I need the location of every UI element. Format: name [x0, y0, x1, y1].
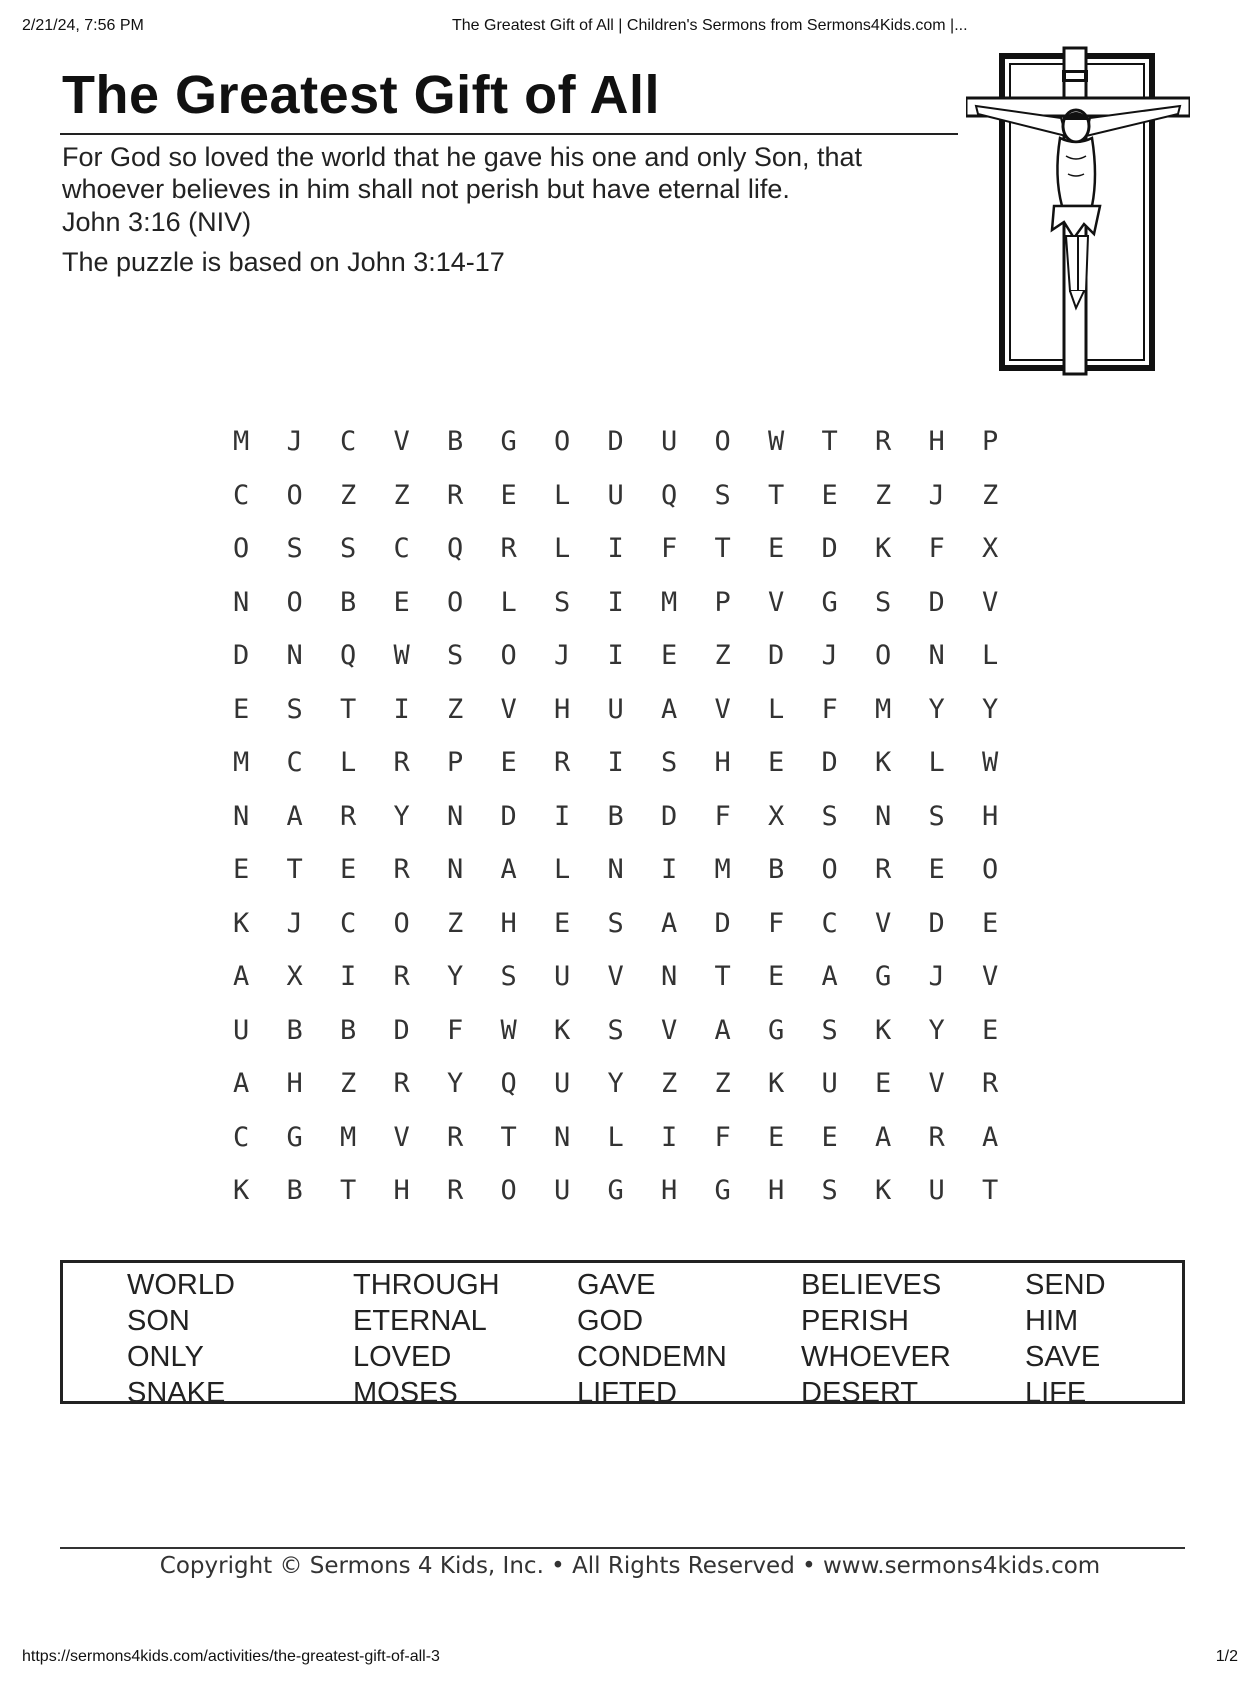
word-search-grid — [233, 428, 1036, 1231]
grid-letter: M — [233, 426, 250, 457]
print-page-title: The Greatest Gift of All | Children's Sermons from Sermons4Kids.com |... — [452, 17, 968, 34]
grid-letter: W — [768, 426, 785, 457]
grid-letter: A — [233, 1068, 250, 1099]
grid-letter: L — [554, 854, 571, 885]
grid-letter: U — [554, 1175, 571, 1206]
grid-letter: K — [875, 747, 892, 778]
grid-letter: C — [233, 1121, 250, 1153]
grid-letter: C — [393, 533, 410, 564]
grid-letter: B — [286, 1014, 303, 1046]
grid-letter: I — [661, 1121, 678, 1153]
word-list-column — [127, 1267, 235, 1411]
grid-letter: W — [393, 640, 410, 671]
grid-letter: M — [714, 854, 731, 885]
grid-letter: E — [768, 961, 785, 992]
grid-letter: A — [661, 693, 678, 725]
grid-letter: R — [928, 1121, 945, 1153]
grid-letter: J — [928, 961, 945, 992]
grid-letter: P — [982, 426, 999, 457]
grid-letter: N — [447, 800, 464, 832]
grid-letter: H — [500, 907, 517, 939]
grid-letter: L — [554, 533, 571, 564]
word-list-item: ETERNAL — [353, 1305, 487, 1337]
grid-letter: A — [714, 1014, 731, 1046]
grid-letter: F — [661, 533, 678, 564]
word-list-column — [1025, 1267, 1106, 1411]
grid-letter: Z — [714, 640, 731, 671]
grid-letter: T — [340, 693, 357, 725]
grid-letter: T — [982, 1175, 999, 1206]
grid-letter: Z — [714, 1068, 731, 1099]
grid-letter: E — [768, 533, 785, 564]
grid-letter: O — [500, 1175, 517, 1206]
grid-letter: E — [661, 640, 678, 671]
grid-letter: O — [286, 479, 303, 511]
grid-letter: D — [821, 747, 838, 778]
word-list-item: GAVE — [577, 1269, 656, 1301]
grid-letter: E — [500, 747, 517, 778]
word-list-item: LOVED — [353, 1341, 452, 1373]
grid-letter: D — [928, 907, 945, 939]
grid-letter: A — [500, 854, 517, 885]
grid-letter: E — [393, 586, 410, 618]
grid-letter: E — [554, 907, 571, 939]
grid-letter: A — [875, 1121, 892, 1153]
grid-letter: S — [607, 907, 624, 939]
grid-letter: S — [447, 640, 464, 671]
word-list-item: SEND — [1025, 1269, 1106, 1301]
grid-letter: R — [982, 1068, 999, 1099]
grid-letter: E — [233, 693, 250, 725]
grid-letter: V — [714, 693, 731, 725]
grid-letter: G — [768, 1014, 785, 1046]
grid-letter: A — [286, 800, 303, 832]
grid-letter: K — [233, 907, 250, 939]
grid-letter: B — [447, 426, 464, 457]
grid-letter: V — [607, 961, 624, 992]
grid-letter: G — [286, 1121, 303, 1153]
grid-letter: V — [500, 693, 517, 725]
grid-letter: V — [393, 426, 410, 457]
crucifix-icon — [966, 46, 1190, 378]
grid-letter: S — [928, 800, 945, 832]
grid-letter: F — [768, 907, 785, 939]
grid-letter: Z — [393, 479, 410, 511]
grid-letter: W — [500, 1014, 517, 1046]
grid-letter: X — [982, 533, 999, 564]
page-number: 1/2 — [1215, 1648, 1238, 1665]
grid-letter: E — [982, 1014, 999, 1046]
grid-letter: N — [661, 961, 678, 992]
grid-letter: I — [661, 854, 678, 885]
grid-letter: Z — [875, 479, 892, 511]
grid-letter: Q — [500, 1068, 517, 1099]
grid-letter: I — [607, 747, 624, 778]
grid-letter: R — [340, 800, 357, 832]
grid-letter: G — [607, 1175, 624, 1206]
scripture-reference: John 3:16 (NIV) — [62, 207, 252, 237]
grid-letter: N — [233, 586, 250, 618]
grid-letter: M — [875, 693, 892, 725]
grid-letter: Z — [340, 479, 357, 511]
grid-letter: K — [233, 1175, 250, 1206]
grid-letter: V — [982, 586, 999, 618]
word-list-item: ONLY — [127, 1341, 204, 1373]
grid-letter: C — [286, 747, 303, 778]
grid-letter: T — [500, 1121, 517, 1153]
grid-letter: J — [286, 426, 303, 457]
grid-letter: O — [393, 907, 410, 939]
grid-letter: H — [554, 693, 571, 725]
grid-letter: Y — [393, 800, 410, 832]
grid-letter: Y — [928, 1014, 945, 1046]
grid-letter: C — [821, 907, 838, 939]
grid-letter: E — [982, 907, 999, 939]
word-list-item: LIFE — [1025, 1377, 1087, 1409]
grid-letter: D — [233, 640, 250, 671]
grid-letter: D — [661, 800, 678, 832]
grid-letter: S — [286, 533, 303, 564]
grid-letter: I — [393, 693, 410, 725]
grid-letter: E — [340, 854, 357, 885]
grid-letter: M — [661, 586, 678, 618]
grid-letter: X — [286, 961, 303, 992]
page-title: The Greatest Gift of All — [62, 65, 661, 125]
grid-letter: C — [340, 426, 357, 457]
grid-letter: Z — [982, 479, 999, 511]
grid-letter: E — [875, 1068, 892, 1099]
grid-letter: D — [393, 1014, 410, 1046]
grid-letter: H — [661, 1175, 678, 1206]
grid-letter: L — [554, 479, 571, 511]
word-list-item: WORLD — [127, 1269, 235, 1301]
grid-letter: R — [393, 1068, 410, 1099]
grid-letter: R — [447, 1175, 464, 1206]
grid-letter: D — [714, 907, 731, 939]
print-url: https://sermons4kids.com/activities/the-greatest-gift-of-all-3 — [22, 1648, 440, 1665]
grid-letter: N — [928, 640, 945, 671]
grid-letter: S — [286, 693, 303, 725]
grid-letter: F — [928, 533, 945, 564]
word-list-item: CONDEMN — [577, 1341, 727, 1373]
grid-letter: E — [821, 479, 838, 511]
scripture-verse: For God so loved the world that he gave his one and only Son, that whoever believes in him shall not perish but have eternal life. — [62, 142, 863, 204]
grid-letter: O — [554, 426, 571, 457]
grid-letter: S — [340, 533, 357, 564]
word-list-item: BELIEVES — [801, 1269, 942, 1301]
grid-letter: I — [607, 640, 624, 671]
word-list-item: PERISH — [801, 1305, 909, 1337]
word-list-item: MOSES — [353, 1377, 458, 1409]
grid-letter: B — [340, 1014, 357, 1046]
grid-letter: O — [447, 586, 464, 618]
grid-letter: F — [821, 693, 838, 725]
word-list-item: SON — [127, 1305, 190, 1337]
grid-letter: R — [393, 747, 410, 778]
grid-letter: H — [928, 426, 945, 457]
grid-letter: U — [821, 1068, 838, 1099]
grid-letter: K — [554, 1014, 571, 1046]
grid-letter: C — [233, 479, 250, 511]
grid-letter: Z — [447, 693, 464, 725]
word-list-item: GOD — [577, 1305, 644, 1337]
grid-letter: Y — [982, 693, 999, 725]
word-list-column — [353, 1267, 500, 1411]
grid-letter: S — [607, 1014, 624, 1046]
grid-letter: N — [286, 640, 303, 671]
grid-letter: R — [875, 854, 892, 885]
grid-letter: V — [928, 1068, 945, 1099]
grid-letter: S — [554, 586, 571, 618]
grid-letter: H — [768, 1175, 785, 1206]
grid-letter: N — [447, 854, 464, 885]
grid-letter: R — [447, 479, 464, 511]
grid-letter: U — [233, 1014, 250, 1046]
grid-letter: P — [714, 586, 731, 618]
grid-letter: Q — [340, 640, 357, 671]
word-list-item: HIM — [1025, 1305, 1079, 1337]
grid-letter: O — [714, 426, 731, 457]
grid-letter: S — [661, 747, 678, 778]
grid-letter: J — [821, 640, 838, 671]
puzzle-basis: The puzzle is based on John 3:14-17 — [62, 247, 505, 277]
grid-letter: I — [607, 586, 624, 618]
grid-letter: Y — [447, 961, 464, 992]
grid-letter: T — [714, 961, 731, 992]
grid-letter: U — [607, 693, 624, 725]
grid-letter: E — [233, 854, 250, 885]
grid-letter: D — [928, 586, 945, 618]
grid-letter: O — [821, 854, 838, 885]
word-list-item: DESERT — [801, 1377, 919, 1409]
grid-letter: T — [714, 533, 731, 564]
grid-letter: T — [340, 1175, 357, 1206]
grid-letter: E — [768, 747, 785, 778]
grid-letter: K — [768, 1068, 785, 1099]
grid-letter: Z — [447, 907, 464, 939]
grid-letter: L — [768, 693, 785, 725]
grid-letter: E — [768, 1121, 785, 1153]
grid-letter: I — [607, 533, 624, 564]
copyright-notice: Copyright © Sermons 4 Kids, Inc. • All Rights Reserved • www.sermons4kids.com — [159, 1553, 1101, 1579]
grid-letter: J — [554, 640, 571, 671]
word-list-column — [801, 1267, 951, 1411]
grid-letter: O — [982, 854, 999, 885]
grid-letter: S — [821, 800, 838, 832]
grid-letter: L — [500, 586, 517, 618]
grid-letter: X — [768, 800, 785, 832]
grid-letter: F — [714, 1121, 731, 1153]
grid-letter: O — [500, 640, 517, 671]
grid-letter: Z — [661, 1068, 678, 1099]
grid-letter: K — [875, 533, 892, 564]
grid-letter: M — [340, 1121, 357, 1153]
grid-letter: D — [500, 800, 517, 832]
grid-letter: F — [714, 800, 731, 832]
grid-letter: U — [661, 426, 678, 457]
grid-letter: A — [233, 961, 250, 992]
grid-letter: R — [500, 533, 517, 564]
grid-letter: N — [607, 854, 624, 885]
grid-letter: O — [233, 533, 250, 564]
grid-letter: V — [768, 586, 785, 618]
grid-letter: R — [447, 1121, 464, 1153]
word-list-column — [577, 1267, 727, 1411]
grid-letter: U — [607, 479, 624, 511]
grid-letter: I — [554, 800, 571, 832]
grid-letter: H — [393, 1175, 410, 1206]
grid-letter: R — [393, 854, 410, 885]
grid-letter: P — [447, 747, 464, 778]
grid-letter: U — [554, 961, 571, 992]
grid-letter: M — [233, 747, 250, 778]
grid-letter: B — [607, 800, 624, 832]
grid-letter: A — [982, 1121, 999, 1153]
grid-letter: V — [875, 907, 892, 939]
grid-letter: I — [340, 961, 357, 992]
grid-letter: U — [554, 1068, 571, 1099]
grid-letter: S — [500, 961, 517, 992]
grid-letter: N — [233, 800, 250, 832]
grid-letter: K — [875, 1175, 892, 1206]
grid-letter: H — [286, 1068, 303, 1099]
grid-letter: D — [768, 640, 785, 671]
grid-letter: S — [821, 1175, 838, 1206]
word-list-item: WHOEVER — [801, 1341, 951, 1373]
grid-letter: T — [821, 426, 838, 457]
word-list-box — [60, 1260, 1185, 1409]
grid-letter: T — [768, 479, 785, 511]
print-date: 2/21/24, 7:56 PM — [22, 17, 144, 34]
title-divider — [60, 133, 958, 135]
grid-letter: V — [982, 961, 999, 992]
grid-letter: R — [875, 426, 892, 457]
grid-letter: S — [821, 1014, 838, 1046]
grid-letter: S — [714, 479, 731, 511]
grid-letter: E — [500, 479, 517, 511]
grid-letter: E — [928, 854, 945, 885]
grid-letter: U — [928, 1175, 945, 1206]
grid-letter: R — [554, 747, 571, 778]
grid-letter: R — [393, 961, 410, 992]
grid-letter: L — [928, 747, 945, 778]
footer-divider — [60, 1547, 1185, 1549]
grid-letter: F — [447, 1014, 464, 1046]
grid-letter: N — [554, 1121, 571, 1153]
grid-letter: B — [286, 1175, 303, 1206]
grid-letter: G — [500, 426, 517, 457]
grid-letter: Z — [340, 1068, 357, 1099]
grid-letter: D — [821, 533, 838, 564]
grid-letter: L — [982, 640, 999, 671]
grid-letter: E — [821, 1121, 838, 1153]
word-list-item: SAVE — [1025, 1341, 1101, 1373]
grid-letter: N — [875, 800, 892, 832]
grid-letter: G — [821, 586, 838, 618]
grid-letter: V — [393, 1121, 410, 1153]
grid-letter: Y — [928, 693, 945, 725]
grid-letter: B — [768, 854, 785, 885]
grid-letter: G — [714, 1175, 731, 1206]
word-list-item: SNAKE — [127, 1377, 226, 1409]
word-list-item: THROUGH — [353, 1269, 500, 1301]
grid-letter: D — [607, 426, 624, 457]
grid-letter: L — [607, 1121, 624, 1153]
grid-letter: C — [340, 907, 357, 939]
grid-letter: T — [286, 854, 303, 885]
grid-letter: A — [821, 961, 838, 992]
grid-letter: H — [982, 800, 999, 832]
grid-letter: S — [875, 586, 892, 618]
grid-letter: B — [340, 586, 357, 618]
grid-letter: O — [286, 586, 303, 618]
grid-letter: K — [875, 1014, 892, 1046]
word-list-item: LIFTED — [577, 1377, 677, 1409]
grid-letter: Q — [661, 479, 678, 511]
grid-letter: A — [661, 907, 678, 939]
grid-letter: L — [340, 747, 357, 778]
grid-letter: J — [286, 907, 303, 939]
grid-letter: Y — [607, 1068, 624, 1099]
grid-letter: W — [982, 747, 999, 778]
grid-letter: O — [875, 640, 892, 671]
grid-letter: H — [714, 747, 731, 778]
grid-letter: J — [928, 479, 945, 511]
grid-letter: G — [875, 961, 892, 992]
grid-letter: Q — [447, 533, 464, 564]
grid-letter: V — [661, 1014, 678, 1046]
grid-letter: Y — [447, 1068, 464, 1099]
